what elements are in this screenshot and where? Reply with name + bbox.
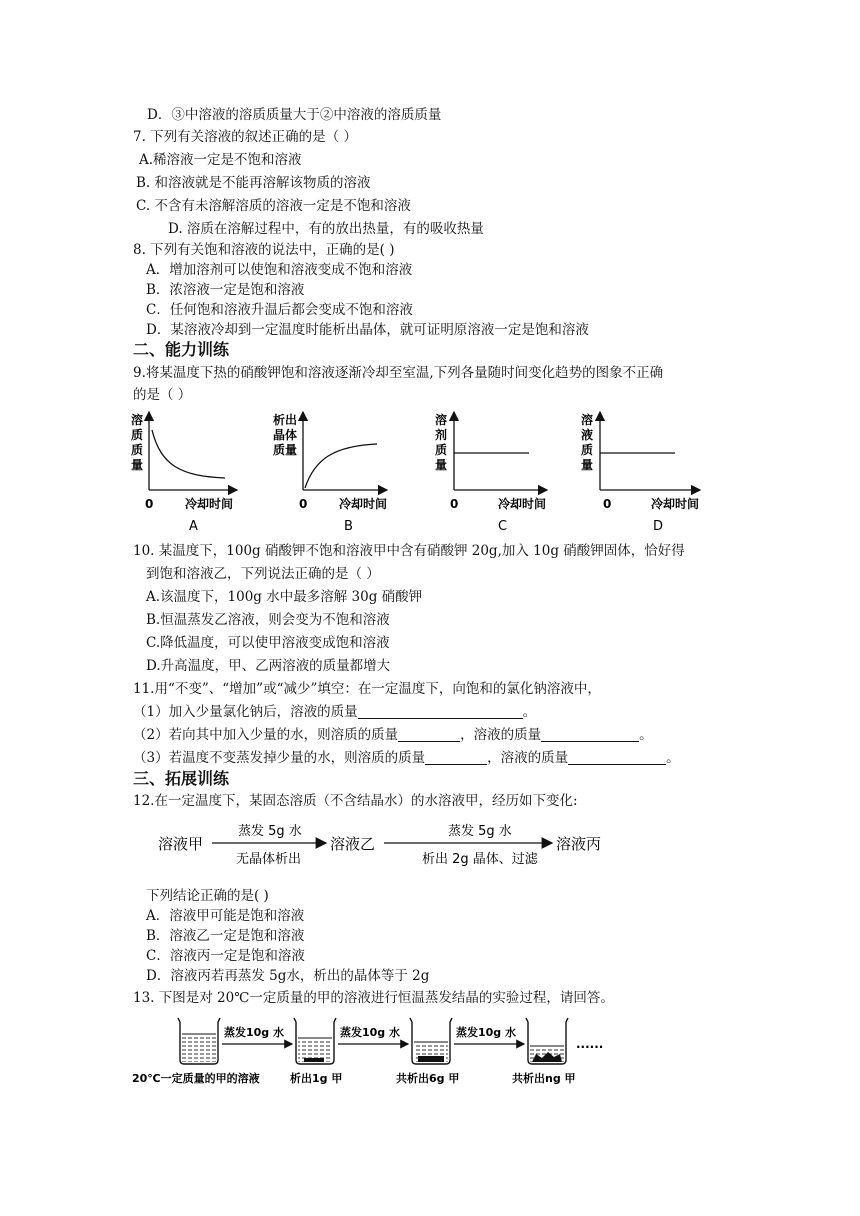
graph-a-ylabel-2: 质 [131, 428, 144, 442]
graph-d-letter: D [653, 519, 664, 534]
q9-line1: 9.将某温度下热的硝酸钾饱和溶液逐渐冷却至室温,下列各量随时间变化趋势的图象不正确 [133, 365, 664, 381]
graph-a-ylabel-4: 量 [131, 458, 144, 472]
flow-solution-b: 溶液乙 [330, 835, 376, 853]
section-3-heading: 三、拓展训练 [133, 769, 230, 788]
q13-evaporation-diagram [128, 1012, 608, 1090]
graph-d-ylabel-2: 液 [581, 428, 594, 442]
graph-b-ylabel-3: 质量 [273, 443, 298, 457]
q11-blank-3[interactable] [541, 727, 639, 742]
graph-c-origin: 0 [450, 497, 459, 511]
graph-b-origin: 0 [299, 497, 308, 511]
evap-arrow-1-label: 蒸发10g 水 [224, 1026, 285, 1039]
q8-stem: 8. 下列有关饱和溶液的说法中，正确的是( ) [133, 242, 395, 258]
flow-solution-a: 溶液甲 [158, 835, 204, 853]
beaker-4-caption: 共析出ng 甲 [512, 1072, 576, 1085]
graph-d-ylabel-1: 溶 [581, 413, 594, 427]
q11-part3-end: 。 [666, 750, 680, 766]
q6-option-d: D．③中溶液的溶质质量大于②中溶液的溶质质量 [147, 107, 442, 123]
q8-option-a: A．增加溶剂可以使饱和溶液变成不饱和溶液 [146, 262, 413, 278]
q11-blank-1[interactable] [358, 704, 523, 719]
graph-b-ylabel-1: 析出 [273, 413, 298, 427]
q12-flow-diagram [150, 815, 620, 875]
graph-b-letter: B [344, 519, 353, 534]
q7-option-a: A.稀溶液一定是不饱和溶液 [139, 152, 302, 168]
graph-d-xlabel: 冷却时间 [651, 497, 700, 511]
q8-option-d: D．某溶液冷却到一定温度时能析出晶体，就可证明原溶液一定是饱和溶液 [146, 322, 589, 338]
beaker-2-icon [294, 1018, 336, 1064]
q11-blank-4[interactable] [425, 750, 487, 765]
evap-ellipsis: ...... [576, 1037, 604, 1051]
graph-c-ylabel-3: 质 [435, 443, 448, 457]
graph-d [581, 412, 700, 534]
q12-option-c: C．溶液丙一定是饱和溶液 [146, 948, 305, 964]
q11-part2-end: 。 [639, 727, 653, 743]
flow-arrow-1-bottom: 无晶体析出 [236, 852, 302, 867]
graph-c-xlabel: 冷却时间 [498, 497, 547, 511]
flow-solution-c: 溶液丙 [556, 835, 602, 853]
q11-blank-2[interactable] [398, 727, 460, 742]
graph-a [131, 412, 237, 534]
graph-a-ylabel-3: 质 [131, 443, 144, 457]
q9-line2: 的是（ ） [133, 387, 192, 403]
graph-a-xlabel: 冷却时间 [185, 497, 234, 511]
q7-stem: 7. 下列有关溶液的叙述正确的是（ ） [133, 129, 357, 145]
graph-b-ylabel-2: 晶体 [273, 428, 298, 442]
q11-part3-text-a: （3）若温度不变蒸发掉少量的水，则溶质的质量 [133, 750, 426, 766]
q12-option-d: D．溶液丙若再蒸发 5g水，析出的晶体等于 2g [146, 968, 430, 984]
evap-arrow-3-label: 蒸发10g 水 [456, 1026, 517, 1039]
q10-option-d: D.升高温度，甲、乙两溶液的质量都增大 [146, 658, 391, 674]
graph-d-ylabel-4: 量 [581, 458, 594, 472]
section-2-heading: 二、能力训练 [133, 340, 230, 359]
q7-option-b: B. 和溶液就是不能再溶解该物质的溶液 [136, 175, 371, 191]
q7-option-c: C. 不含有未溶解溶质的溶液一定是不饱和溶液 [136, 198, 411, 214]
graph-d-origin: 0 [603, 497, 612, 511]
graph-a-ylabel-1: 溶 [131, 413, 144, 427]
graph-a-curve [152, 430, 225, 478]
graph-c-ylabel-1: 溶 [435, 413, 448, 427]
q12-lead: 下列结论正确的是( ) [146, 888, 269, 904]
graph-d-ylabel-3: 质 [581, 443, 594, 457]
q11-part2 [133, 726, 653, 744]
q11-part1 [133, 703, 536, 721]
beaker-1-caption: 20℃一定质量的甲的溶液 [132, 1072, 260, 1085]
beaker-3-icon [410, 1018, 452, 1064]
graph-a-letter: A [189, 519, 198, 534]
evap-arrow-2-label: 蒸发10g 水 [340, 1026, 401, 1039]
q8-option-b: B．浓溶液一定是饱和溶液 [146, 282, 305, 298]
flow-arrow-1-top: 蒸发 5g 水 [238, 824, 302, 839]
q8-option-c: C．任何饱和溶液升温后都会变成不饱和溶液 [146, 302, 413, 318]
q13-stem: 13. 下图是对 20℃一定质量的甲的溶液进行恒温蒸发结晶的实验过程，请回答。 [133, 990, 614, 1006]
graph-b-xlabel: 冷却时间 [339, 497, 388, 511]
q11-blank-5[interactable] [568, 750, 666, 765]
graph-b-curve [305, 444, 377, 488]
q11-part1-text: （1）加入少量氯化钠后，溶液的质量 [133, 704, 358, 720]
flow-arrow-2-bottom: 析出 2g 晶体、过滤 [422, 852, 538, 867]
graph-c [435, 412, 547, 534]
graph-c-ylabel-4: 量 [435, 458, 448, 472]
q11-part3 [133, 749, 680, 767]
q10-option-b: B.恒温蒸发乙溶液，则会变为不饱和溶液 [146, 612, 390, 628]
q10-line1: 10. 某温度下，100g 硝酸钾不饱和溶液甲中含有硝酸钾 20g,加入 10g 硝酸钾固体，恰好得 [133, 543, 685, 559]
q11-stem: 11.用“不变”、“增加”或“减少”填空：在一定温度下，向饱和的氯化钠溶液中， [133, 681, 601, 697]
graph-a-origin: 0 [145, 497, 154, 511]
q11-part2-text-a: （2）若向其中加入少量的水，则溶质的质量 [133, 727, 399, 743]
beaker-4-icon [526, 1018, 568, 1064]
q12-option-b: B．溶液乙一定是饱和溶液 [146, 928, 305, 944]
graph-b [273, 412, 387, 534]
q10-line2: 到饱和溶液乙，下列说法正确的是（ ） [146, 566, 380, 582]
q9-graphs [125, 408, 725, 536]
beaker-1-icon [178, 1018, 220, 1064]
q10-option-a: A.该温度下，100g 水中最多溶解 30g 硝酸钾 [146, 589, 423, 605]
q12-option-a: A．溶液甲可能是饱和溶液 [146, 908, 305, 924]
beaker-2-caption: 析出1g 甲 [290, 1072, 343, 1085]
beaker-3-caption: 共析出6g 甲 [396, 1072, 460, 1085]
graph-c-ylabel-2: 剂 [435, 428, 448, 442]
q12-stem: 12.在一定温度下，某固态溶质（不含结晶水）的水溶液甲，经历如下变化: [133, 793, 578, 809]
flow-arrow-2-top: 蒸发 5g 水 [448, 824, 512, 839]
q11-part1-end: 。 [522, 704, 537, 720]
q7-option-d: D. 溶质在溶解过程中，有的放出热量，有的吸收热量 [168, 221, 484, 237]
q11-part3-text-b: ，溶液的质量 [487, 750, 569, 766]
q11-part2-text-b: ，溶液的质量 [460, 727, 542, 743]
graph-c-letter: C [498, 519, 508, 534]
q10-option-c: C.降低温度，可以使甲溶液变成饱和溶液 [146, 635, 390, 651]
